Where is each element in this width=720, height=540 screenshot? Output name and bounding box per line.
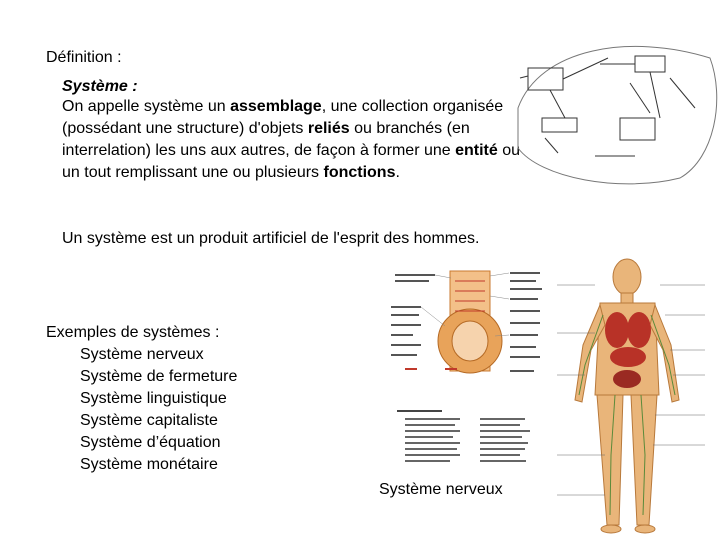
list-item: Système de fermeture (80, 368, 238, 385)
system-diagram-illustration (510, 38, 720, 188)
para-text-1: On appelle système un (62, 98, 231, 115)
para-bold-assemblage: assemblage (230, 98, 322, 115)
definition-paragraph (62, 96, 532, 184)
list-item: Système linguistique (80, 390, 227, 407)
para-text-4: ou un tout remplissant une ou plusieurs (62, 142, 521, 181)
artificial-product-sentence: Un système est un produit artificiel de l'esprit des hommes. (62, 230, 480, 247)
human-body-illustration (555, 255, 720, 540)
examples-heading: Exemples de systèmes : (46, 324, 220, 341)
para-text-5: . (395, 164, 400, 181)
para-bold-fonctions: fonctions (323, 164, 396, 181)
definition-heading: Définition : (46, 49, 122, 66)
nerve-legend-illustration (395, 408, 555, 468)
para-text-2: , une collection organisée (possédant une structure) d'objets (62, 98, 504, 137)
para-bold-relies: reliés (307, 120, 350, 137)
list-item: Système capitaliste (80, 412, 218, 429)
figure-caption: Système nerveux (379, 481, 503, 498)
list-item: Système monétaire (80, 456, 218, 473)
para-text-3: ou branchés (en interrelation) les uns aux autres, de façon à former une (62, 120, 470, 159)
list-item: Système d’équation (80, 434, 221, 451)
para-bold-entite: entité (455, 142, 498, 159)
list-item: Système nerveux (80, 346, 204, 363)
examples-list (46, 344, 237, 476)
nerve-cross-section-illustration (385, 266, 555, 386)
examples-block (46, 322, 237, 476)
system-term: Système : (62, 78, 138, 95)
